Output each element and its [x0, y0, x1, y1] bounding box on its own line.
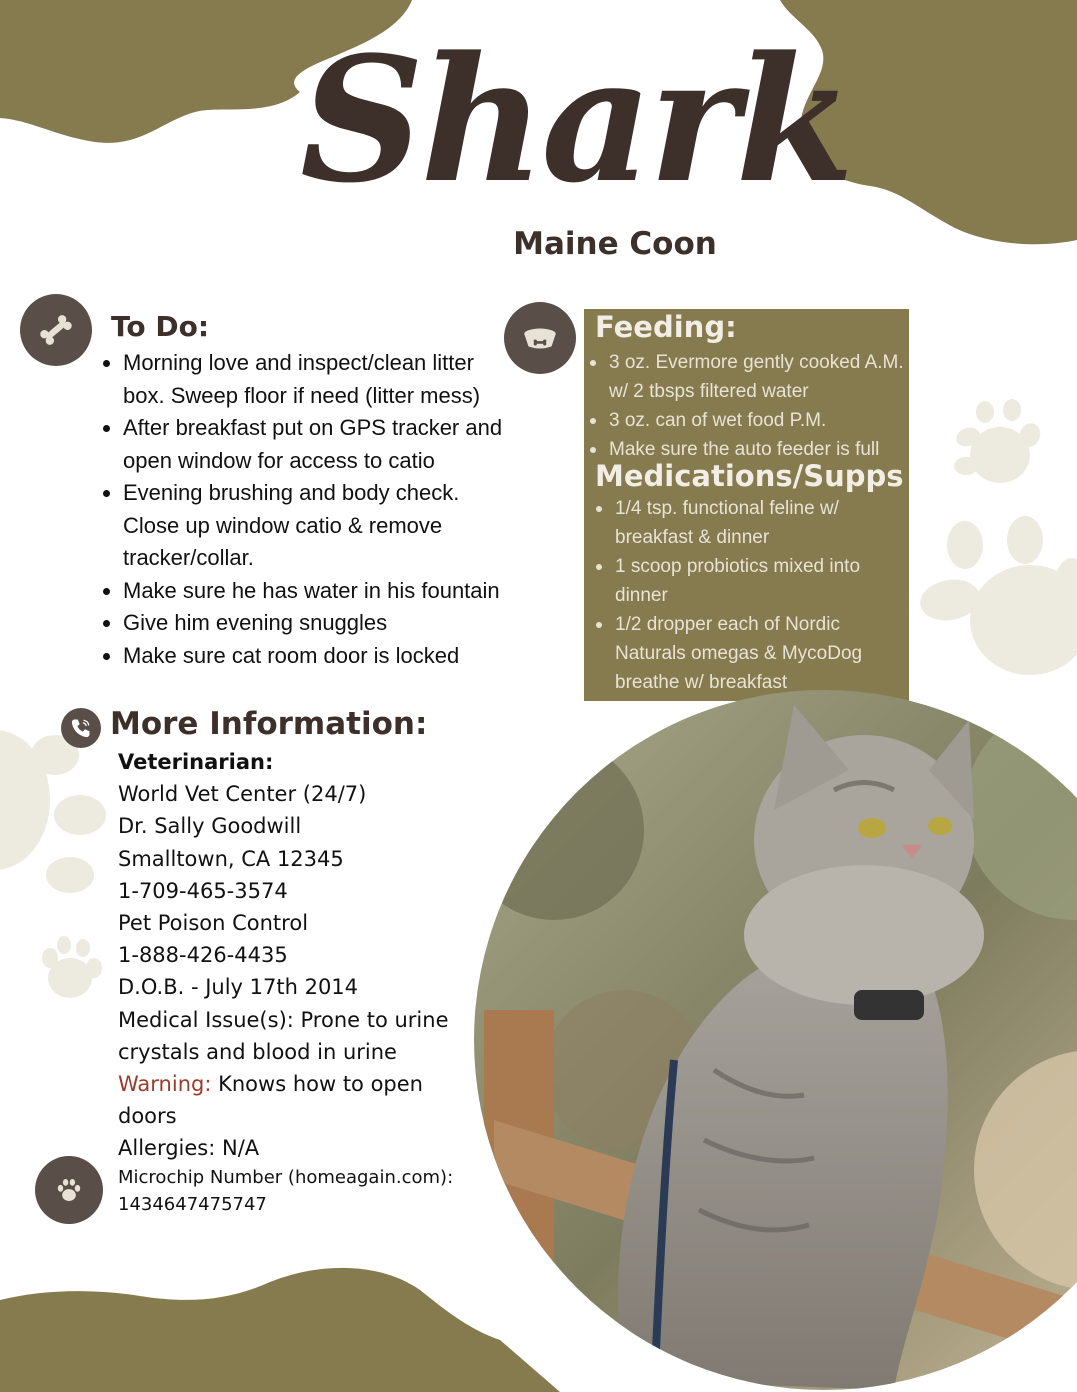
- microchip-label: Microchip Number (homeagain.com):: [118, 1167, 454, 1188]
- vet-clinic: World Vet Center (24/7): [118, 782, 367, 807]
- medications-heading: Medications/Supps: [595, 459, 904, 493]
- paw-print-left-large: [0, 730, 106, 893]
- list-item: Make sure cat room door is locked: [100, 640, 520, 673]
- poison-control-label: Pet Poison Control: [118, 911, 309, 936]
- medications-list: [592, 494, 902, 697]
- pet-name-title: Shark: [300, 18, 851, 221]
- feeding-icon-badge: [504, 302, 576, 374]
- list-item: 3 oz. Evermore gently cooked A.M. w/ 2 tbsps filtered water: [586, 348, 908, 406]
- paw-print-right-top: [954, 399, 1044, 483]
- phone-icon: [68, 715, 94, 741]
- poison-control-phone: 1-888-426-4435: [118, 943, 288, 968]
- more-info-details: [118, 746, 488, 1165]
- warning-line-2: doors: [118, 1104, 177, 1129]
- allergies: Allergies: N/A: [118, 1136, 260, 1161]
- warning-line-1: [118, 1068, 488, 1100]
- vet-phone: 1-709-465-3574: [118, 878, 288, 903]
- list-item: Give him evening snuggles: [100, 607, 520, 640]
- breed-subtitle: Maine Coon: [513, 226, 717, 262]
- list-item: 3 oz. can of wet food P.M.: [586, 406, 908, 435]
- vet-doctor: Dr. Sally Goodwill: [118, 814, 302, 839]
- paw-icon-badge: [35, 1156, 103, 1224]
- more-info-heading: More Information:: [110, 706, 428, 742]
- medical-issues-line-2: crystals and blood in urine: [118, 1039, 397, 1064]
- list-item: Morning love and inspect/clean litter box. Sweep floor if need (litter mess): [100, 347, 520, 412]
- todo-heading: To Do:: [111, 310, 210, 343]
- todo-icon-badge: [20, 294, 92, 366]
- todo-list: [100, 347, 520, 672]
- paw-print-left-small: [42, 936, 102, 998]
- list-item: 1/4 tsp. functional feline w/ breakfast & dinner: [592, 494, 902, 552]
- warning-text: Knows how to open: [211, 1072, 423, 1097]
- paw-icon: [52, 1173, 86, 1207]
- list-item: 1 scoop probiotics mixed into dinner: [592, 552, 902, 610]
- cat-photo: [474, 690, 1077, 1390]
- paw-print-right-mid: [917, 516, 1077, 675]
- list-item: Make sure the auto feeder is full: [586, 435, 908, 464]
- medical-issues-line-1: Medical Issue(s): Prone to urine: [118, 1007, 449, 1032]
- date-of-birth: D.O.B. - July 17th 2014: [118, 975, 359, 1000]
- vet-location: Smalltown, CA 12345: [118, 846, 344, 871]
- vet-label: Veterinarian:: [118, 750, 274, 774]
- warning-label: Warning:: [118, 1072, 212, 1097]
- food-bowl-icon: [519, 317, 561, 359]
- feeding-list: [586, 348, 908, 464]
- microchip-number: 1434647475747: [118, 1194, 267, 1215]
- microchip-info: [118, 1164, 498, 1218]
- list-item: Evening brushing and body check. Close up window catio & remove tracker/collar.: [100, 477, 520, 575]
- info-icon-badge: [61, 708, 101, 748]
- list-item: 1/2 dropper each of Nordic Naturals omegas & MycoDog breathe w/ breakfast: [592, 610, 902, 697]
- bone-icon: [35, 309, 77, 351]
- feeding-heading: Feeding:: [595, 310, 737, 344]
- list-item: After breakfast put on GPS tracker and open window for access to catio: [100, 412, 520, 477]
- list-item: Make sure he has water in his fountain: [100, 575, 520, 608]
